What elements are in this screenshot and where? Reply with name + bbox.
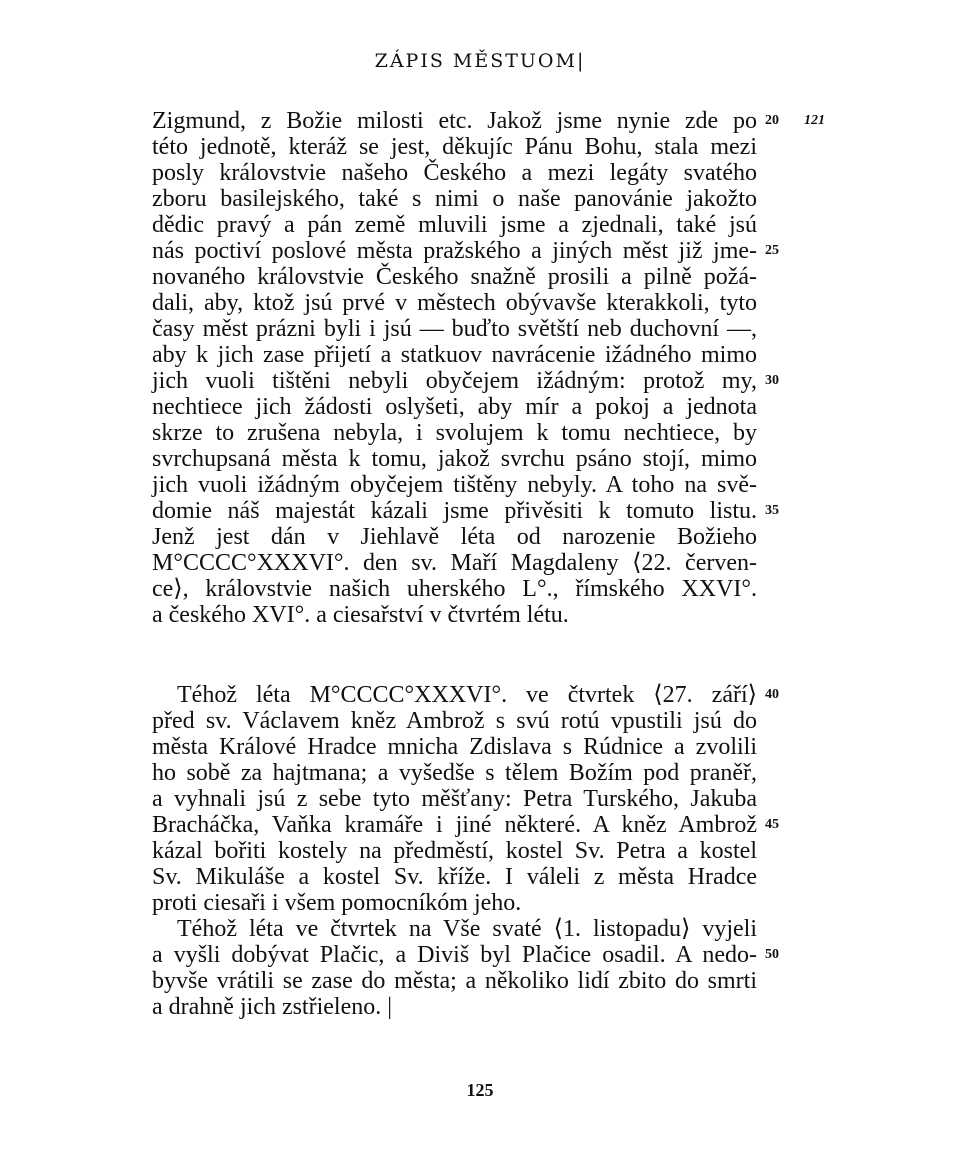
text-line: časy měst prázni byli i jsú — buďto světští neb duchovní —, — [152, 316, 757, 342]
text-line: ce⟩, královstvie našich uherského L°., římského XXVI°. — [152, 576, 757, 602]
text-line: a vyšli dobývat Plačic, a Diviš byl Plačice osadil. A nedo- — [152, 942, 757, 968]
text-line: domie náš majestát kázali jsme přivěsiti k tomuto listu. — [152, 498, 757, 524]
text-line: Sv. Mikuláše a kostel Sv. kříže. I váleli z města Hradce — [152, 864, 757, 890]
text-line: dědic pravý a pán země mluvili jsme a zjednali, také jsú — [152, 212, 757, 238]
text-line: této jednotě, kteráž se jest, děkujíc Pánu Bohu, stala mezi — [152, 134, 757, 160]
text-line: byvše vrátili se zase do města; a několiko lidí zbito do smrti — [152, 968, 757, 994]
text-line: proti ciesaři i všem pomocníkóm jeho. — [152, 890, 522, 916]
text-line: jich vuoli ižádným obyčejem tištěny nebyly. A toho na svě- — [152, 472, 757, 498]
text-line: posly královstvie našeho Českého a mezi legáty svatého — [152, 160, 757, 186]
text-line: města Králové Hradce mnicha Zdislava s Rúdnice a zvolili — [152, 734, 757, 760]
line-number: 50 — [765, 947, 779, 962]
text-line: svrchupsaná města k tomu, jakož svrchu psáno stojí, mimo — [152, 446, 757, 472]
text-line: Bracháčka, Vaňka kramáře i jiné některé. A kněz Ambrož — [152, 812, 757, 838]
line-number: 20 — [765, 113, 779, 128]
text-line: nás poctiví poslové města pražského a jiných měst již jme- — [152, 238, 757, 264]
text-line: a drahně jich zstřieleno. | — [152, 994, 393, 1020]
text-line: Zigmund, z Božie milosti etc. Jakož jsme nynie zde po — [152, 108, 757, 134]
line-number: 25 — [765, 243, 779, 258]
text-line: skrze to zrušena nebyla, i svolujem k tomu nechtiece, by — [152, 420, 757, 446]
text-line: kázal bořiti kostely na předměstí, kostel Sv. Petra a kostel — [152, 838, 757, 864]
text-line: a českého XVI°. a ciesařství v čtvrtém létu. — [152, 602, 569, 628]
text-line: a vyhnali jsú z sebe tyto měšťany: Petra Turského, Jakuba — [152, 786, 757, 812]
text-line: jich vuoli tištěni nebyli obyčejem ižádným: protož my, — [152, 368, 757, 394]
line-number: 30 — [765, 373, 779, 388]
text-line: Téhož léta M°CCCC°XXXVI°. ve čtvrtek ⟨27. září⟩ — [177, 682, 757, 708]
text-line: před sv. Václavem kněz Ambrož s svú rotú vpustili jsú do — [152, 708, 757, 734]
page-number: 125 — [466, 1080, 494, 1100]
source-page-number: 121 — [804, 113, 825, 128]
text-line: zboru basilejského, také s nimi o naše panovánie jakožto — [152, 186, 757, 212]
text-line: Jenž jest dán v Jiehlavě léta od narozenie Božieho — [152, 524, 757, 550]
text-line: dali, aby, ktož jsú prvé v městech obývavše kterakkoli, tyto — [152, 290, 757, 316]
text-line: nechtiece jich žádosti oslyšeti, aby mír a pokoj a jednota — [152, 394, 757, 420]
line-number: 40 — [765, 687, 779, 702]
running-header: ZÁPIS MĚSTUOM| — [374, 50, 586, 72]
text-line: aby k jich zase přijetí a statkuov navrácenie ižádného mimo — [152, 342, 757, 368]
line-number: 45 — [765, 817, 779, 832]
text-line: M°CCCC°XXXVI°. den sv. Maří Magdaleny ⟨22. červen- — [152, 550, 757, 576]
text-line: novaného královstvie Českého snažně prosili a pilně požá- — [152, 264, 757, 290]
line-number: 35 — [765, 503, 779, 518]
text-line: Téhož léta ve čtvrtek na Vše svaté ⟨1. listopadu⟩ vyjeli — [177, 916, 757, 942]
text-line: ho sobě za hajtmana; a vyšedše s tělem Božím pod praněř, — [152, 760, 757, 786]
